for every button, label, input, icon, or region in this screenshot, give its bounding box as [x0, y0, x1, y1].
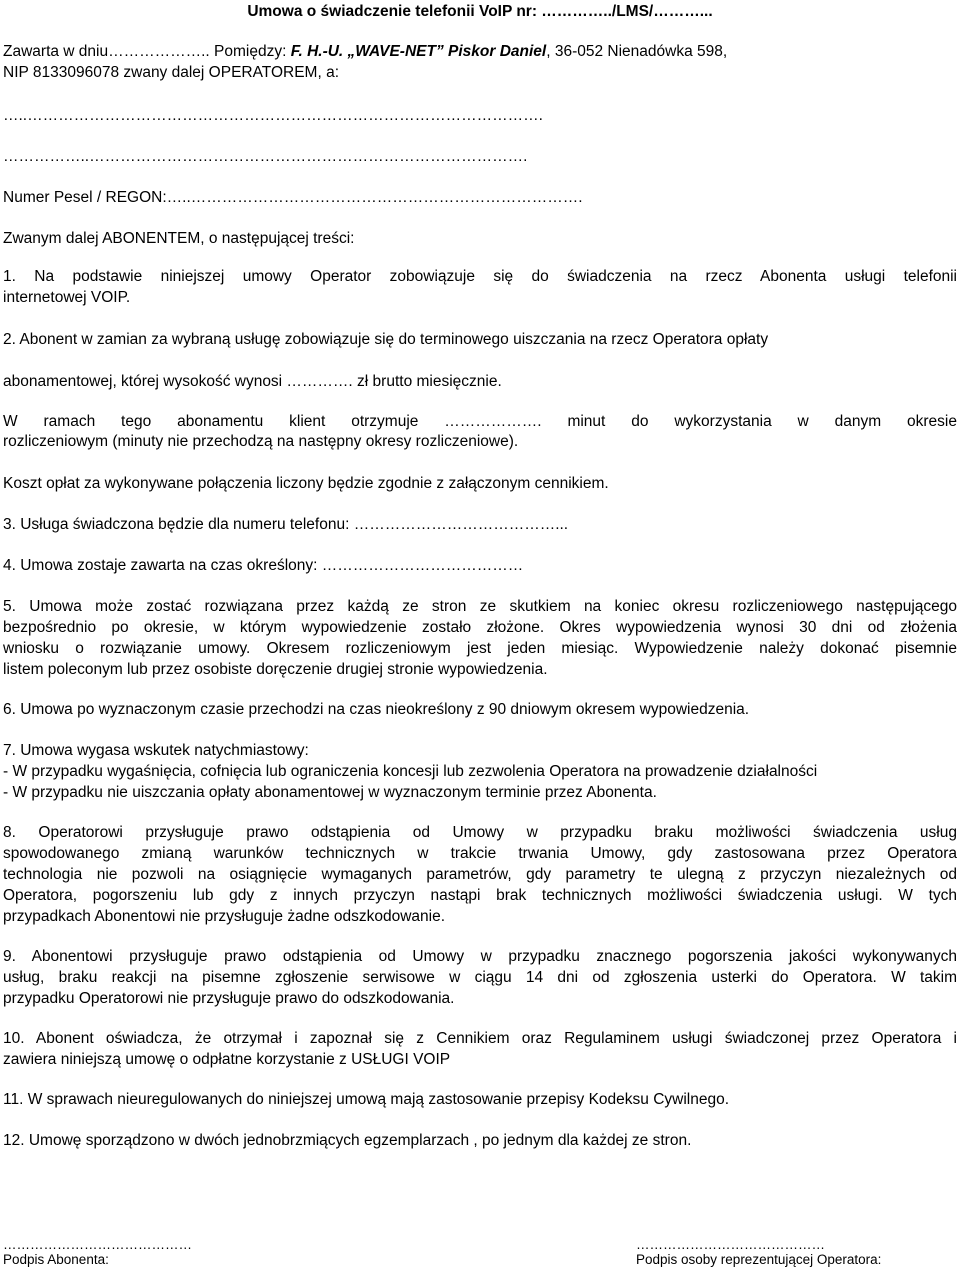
- subscriber-signature-block: [3, 1237, 192, 1267]
- subscriber-dots-1: …..……………………………………………………………………………………….: [3, 107, 543, 124]
- abonent-definition: Zwanym dalej ABONENTEM, o następującej treści:: [3, 230, 355, 247]
- intro-date-text: Zawarta w dniu……………….. Pomiędzy:: [3, 43, 291, 60]
- operator-signature-label: Podpis osoby reprezentującej Operatora:: [636, 1252, 882, 1267]
- clause-2-line-5: Koszt opłat za wykonywane połączenia liczony będzie zgodnie z załączonym cennikiem.: [3, 475, 609, 492]
- clause-12: 12. Umowę sporządzono w dwóch jednobrzmiących egzemplarzach , po jednym dla każdej ze stron.: [3, 1132, 692, 1149]
- clause-2-line-2: abonamentowej, której wysokość wynosi …………. zł brutto miesięcznie.: [3, 373, 502, 390]
- clause-2-line-3: W ramach tego abonamentu klient otrzymuje ………………. minut do wykorzystania w danym okresie: [3, 413, 957, 430]
- clause-2-line-4: rozliczeniowym (minuty nie przechodzą na następny okresy rozliczeniowe).: [3, 433, 519, 450]
- clause-6: 6. Umowa po wyznaczonym czasie przechodzi na czas nieokreślony z 90 dniowym okresem wypowiedzenia.: [3, 701, 750, 718]
- clause-2-line-1: 2. Abonent w zamian za wybraną usługę zobowiązuje się do terminowego uiszczania na rzecz Operatora opłaty: [3, 331, 769, 348]
- clause-9-line-1: 9. Abonentowi przysługuje prawo odstąpienia od Umowy w przypadku znacznego pogorszenia jakości wykonywanych: [3, 948, 957, 965]
- clause-5-line-4: listem poleconym lub przez osobiste doręczenie drugiej stronie wypowiedzenia.: [3, 661, 548, 678]
- operator-name: F. H.-U. „WAVE-NET” Piskor Daniel: [290, 43, 547, 60]
- clause-8-line-4: Operatora, pogorszeniu lub gdy z innych przyczyn nastąpi brak technicznych możliwości świadczenia usługi. W tych: [3, 887, 957, 904]
- clause-5-line-2: bezpośrednio po okresie, w którym wypowiedzenie zostało złożone. Okres wypowiedzenia wynosi 30 dni od złożenia: [3, 619, 957, 636]
- clause-9-line-3: przypadku Operatorowi nie przysługuje prawo do odszkodowania.: [3, 990, 455, 1007]
- intro-line-2: NIP 8133096078 zwany dalej OPERATOREM, a:: [3, 64, 340, 81]
- subscriber-signature-dots: ……………………………………: [3, 1237, 192, 1252]
- clause-5-line-3: wniosku o rozwiązanie umowy. Okresem rozliczeniowym jest jeden miesiąc. Wypowiedzenie należy dokonać pisemnie: [3, 640, 957, 657]
- subscriber-dots-2: ……………..………………………………………………………………………….: [3, 148, 528, 165]
- clause-1-line-1: 1. Na podstawie niniejszej umowy Operator zobowiązuje się do świadczenia na rzecz Abonenta usługi telefonii: [3, 268, 957, 285]
- clause-1-line-2: internetowej VOIP.: [3, 289, 131, 306]
- clause-8-line-5: przypadkach Abonentowi nie przysługuje żadne odszkodowanie.: [3, 908, 446, 925]
- clause-8-line-1: 8. Operatorowi przysługuje prawo odstąpienia od Umowy w przypadku braku możliwości świadczenia usług: [3, 824, 957, 841]
- clause-10-line-1: 10. Abonent oświadcza, że otrzymał i zapoznał się z Cennikiem oraz Regulaminem usługi świadczonej przez Operatora i: [3, 1030, 957, 1047]
- intro-line-1: [3, 42, 957, 62]
- operator-signature-block: [636, 1237, 881, 1267]
- clause-9-line-2: usług, braku reakcji na pisemne zgłoszenie serwisowe w ciągu 14 dni od zgłoszenia usterki do Operatora. W takim: [3, 969, 957, 986]
- clause-5-line-1: 5. Umowa może zostać rozwiązana przez każdą ze stron ze skutkiem na koniec okresu rozliczeniowego następującego: [3, 598, 957, 615]
- contract-title: Umowa o świadczenie telefonii VoIP nr: …………../LMS/………...: [247, 3, 713, 20]
- clause-7-line-2: - W przypadku wygaśnięcia, cofnięcia lub ograniczenia koncesji lub zezwolenia Operatora na prowadzenie działalności: [3, 763, 818, 780]
- operator-signature-dots: ……………………………………: [636, 1237, 825, 1252]
- clause-7-line-1: 7. Umowa wygasa wskutek natychmiastowy:: [3, 742, 309, 759]
- pesel-regon-line: Numer Pesel / REGON:…..………………………………………………………………….: [3, 189, 583, 206]
- clause-4: 4. Umowa zostaje zawarta na czas określony: …………………………………: [3, 557, 524, 574]
- clause-3: 3. Usługa świadczona będzie dla numeru telefonu: …………………………………...: [3, 516, 569, 533]
- clause-7-line-3: - W przypadku nie uiszczania opłaty abonamentowej w wyznaczonym terminie przez Abonenta.: [3, 784, 657, 801]
- clause-11: 11. W sprawach nieuregulowanych do niniejszej umową mają zastosowanie przepisy Kodeksu Cywilnego.: [3, 1091, 730, 1108]
- subscriber-signature-label: Podpis Abonenta:: [3, 1252, 109, 1267]
- operator-address: , 36-052 Nienadówka 598,: [546, 43, 728, 60]
- clause-10-line-2: zawiera niniejszą umowę o odpłatne korzystanie z USŁUGI VOIP: [3, 1051, 451, 1068]
- clause-8-line-3: technologia nie pozwoli na osiągnięcie wymaganych parametrów, gdy parametry te ulegną z przyczyn niezależnych od: [3, 866, 957, 883]
- clause-8-line-2: spowodowanego zmianą warunków technicznych w trakcie trwania Umowy, gdy zastosowana przez Operatora: [3, 845, 957, 862]
